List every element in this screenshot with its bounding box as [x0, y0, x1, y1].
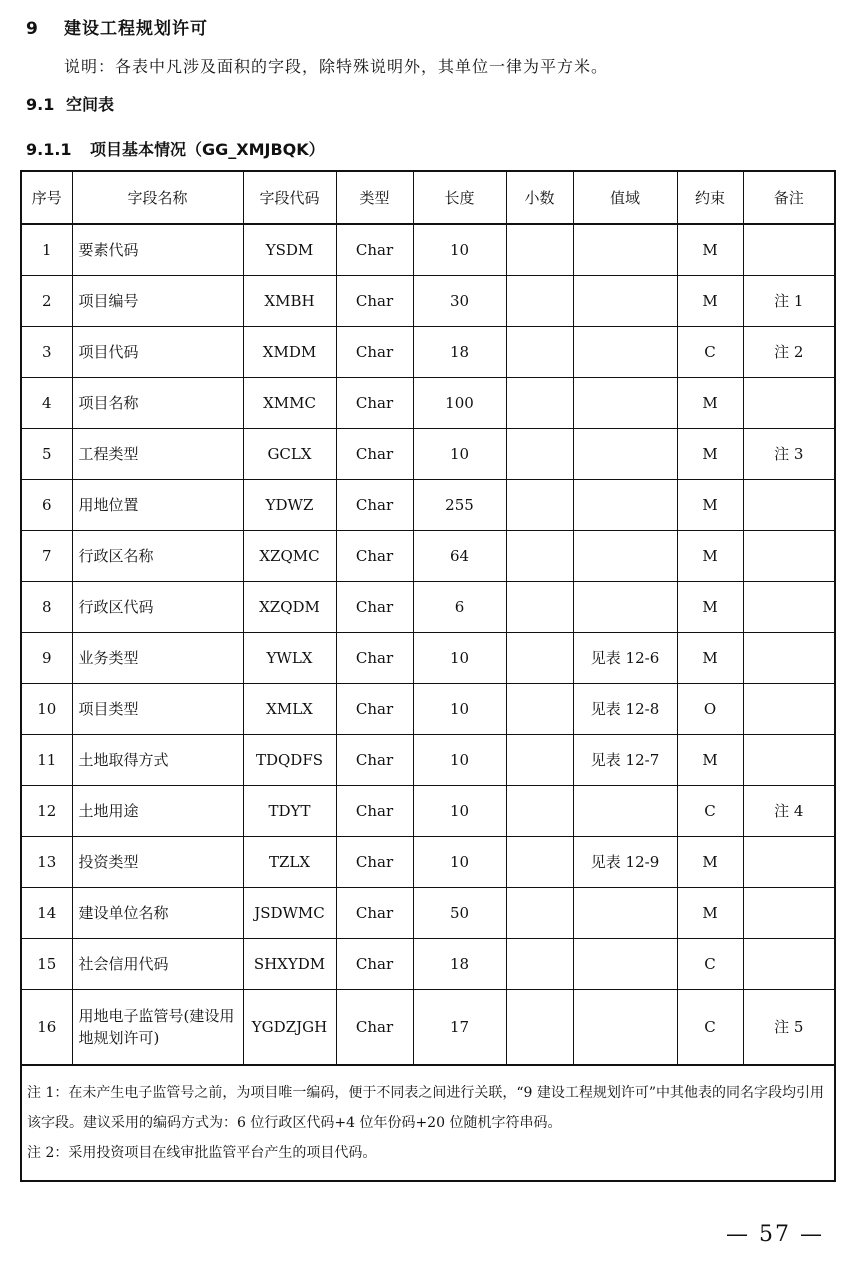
field-name-cell: 项目代码 [72, 327, 243, 378]
type-cell: Char [336, 633, 413, 684]
subsubsection-title: 项目基本情况（GG_XMJBQK） [90, 140, 325, 159]
section-number: 9 [26, 19, 39, 39]
remark-cell [743, 378, 835, 429]
type-cell: Char [336, 582, 413, 633]
field-code-cell: SHXYDM [243, 939, 336, 990]
table-row [21, 327, 835, 378]
value-domain-cell [573, 888, 677, 939]
table-header-row [21, 171, 835, 224]
value-domain-cell [573, 939, 677, 990]
header-cell: 序号 [21, 171, 72, 224]
constraint-cell: O [677, 684, 743, 735]
type-cell: Char [336, 224, 413, 276]
field-code-cell: XMBH [243, 276, 336, 327]
length-cell: 10 [413, 684, 506, 735]
remark-cell: 注 2 [743, 327, 835, 378]
constraint-cell: M [677, 429, 743, 480]
table-note: 注 2：采用投资项目在线审批监管平台产生的项目代码。 [27, 1145, 377, 1161]
decimal-cell [506, 327, 573, 378]
remark-cell: 注 4 [743, 786, 835, 837]
table-row [21, 224, 835, 276]
subsection-heading [26, 92, 114, 115]
length-cell: 17 [413, 990, 506, 1066]
constraint-cell: M [677, 837, 743, 888]
length-cell: 10 [413, 633, 506, 684]
table-row [21, 939, 835, 990]
value-domain-cell [573, 327, 677, 378]
row-index-cell: 10 [21, 684, 72, 735]
field-code-cell: YGDZJGH [243, 990, 336, 1066]
field-name-cell: 土地取得方式 [72, 735, 243, 786]
length-cell: 6 [413, 582, 506, 633]
table-row [21, 837, 835, 888]
length-cell: 10 [413, 735, 506, 786]
length-cell: 18 [413, 327, 506, 378]
table-row [21, 378, 835, 429]
field-name-cell: 项目名称 [72, 378, 243, 429]
value-domain-cell [573, 378, 677, 429]
constraint-cell: M [677, 276, 743, 327]
type-cell: Char [336, 837, 413, 888]
header-cell: 值域 [573, 171, 677, 224]
row-index-cell: 14 [21, 888, 72, 939]
row-index-cell: 16 [21, 990, 72, 1066]
header-cell: 约束 [677, 171, 743, 224]
decimal-cell [506, 888, 573, 939]
page-number: — 57 — [726, 1222, 824, 1247]
field-code-cell: XMMC [243, 378, 336, 429]
constraint-cell: M [677, 224, 743, 276]
constraint-cell: C [677, 990, 743, 1066]
decimal-cell [506, 276, 573, 327]
remark-cell [743, 582, 835, 633]
length-cell: 18 [413, 939, 506, 990]
constraint-cell: M [677, 480, 743, 531]
decimal-cell [506, 735, 573, 786]
header-cell: 字段代码 [243, 171, 336, 224]
type-cell: Char [336, 684, 413, 735]
subsection-number: 9.1 [26, 95, 55, 114]
type-cell: Char [336, 276, 413, 327]
table-row [21, 684, 835, 735]
remark-cell [743, 939, 835, 990]
field-spec-table [20, 170, 836, 1182]
table-row [21, 786, 835, 837]
field-name-cell: 投资类型 [72, 837, 243, 888]
field-code-cell: JSDWMC [243, 888, 336, 939]
decimal-cell [506, 939, 573, 990]
value-domain-cell: 见表 12-8 [573, 684, 677, 735]
length-cell: 100 [413, 378, 506, 429]
row-index-cell: 12 [21, 786, 72, 837]
field-name-cell: 工程类型 [72, 429, 243, 480]
row-index-cell: 9 [21, 633, 72, 684]
type-cell: Char [336, 939, 413, 990]
field-code-cell: TDQDFS [243, 735, 336, 786]
constraint-cell: C [677, 786, 743, 837]
intro-note: 说明：各表中凡涉及面积的字段，除特殊说明外，其单位一律为平方米。 [64, 57, 609, 76]
field-name-cell: 建设单位名称 [72, 888, 243, 939]
decimal-cell [506, 378, 573, 429]
row-index-cell: 5 [21, 429, 72, 480]
decimal-cell [506, 582, 573, 633]
remark-cell [743, 224, 835, 276]
row-index-cell: 6 [21, 480, 72, 531]
table-row [21, 429, 835, 480]
row-index-cell: 3 [21, 327, 72, 378]
field-code-cell: YSDM [243, 224, 336, 276]
row-index-cell: 7 [21, 531, 72, 582]
length-cell: 10 [413, 837, 506, 888]
length-cell: 50 [413, 888, 506, 939]
field-code-cell: TZLX [243, 837, 336, 888]
table-row [21, 480, 835, 531]
field-name-cell: 行政区名称 [72, 531, 243, 582]
type-cell: Char [336, 735, 413, 786]
value-domain-cell [573, 582, 677, 633]
header-cell: 备注 [743, 171, 835, 224]
constraint-cell: M [677, 531, 743, 582]
row-index-cell: 4 [21, 378, 72, 429]
decimal-cell [506, 684, 573, 735]
value-domain-cell [573, 224, 677, 276]
remark-cell: 注 1 [743, 276, 835, 327]
header-cell: 字段名称 [72, 171, 243, 224]
section-heading [26, 14, 208, 39]
remark-cell [743, 480, 835, 531]
constraint-cell: C [677, 939, 743, 990]
value-domain-cell: 见表 12-6 [573, 633, 677, 684]
constraint-cell: M [677, 888, 743, 939]
field-name-cell: 要素代码 [72, 224, 243, 276]
table-note: 注 1：在未产生电子监管号之前，为项目唯一编码，便于不同表之间进行关联，“9 建设工程规划许可”中其他表的同名字段均引用该字段。建议采用的编码方式为：6 位行政区代码+4 位年份码+20 位随机字符串码。 [27, 1085, 825, 1131]
constraint-cell: M [677, 582, 743, 633]
remark-cell [743, 888, 835, 939]
row-index-cell: 15 [21, 939, 72, 990]
table-row [21, 531, 835, 582]
subsubsection-heading [26, 137, 325, 160]
type-cell: Char [336, 378, 413, 429]
field-name-cell: 用地电子监管号(建设用地规划许可) [72, 990, 243, 1066]
decimal-cell [506, 633, 573, 684]
decimal-cell [506, 990, 573, 1066]
value-domain-cell: 见表 12-9 [573, 837, 677, 888]
length-cell: 64 [413, 531, 506, 582]
table-row [21, 633, 835, 684]
notes-row [21, 1065, 835, 1181]
remark-cell [743, 735, 835, 786]
value-domain-cell [573, 786, 677, 837]
field-code-cell: XMDM [243, 327, 336, 378]
value-domain-cell: 见表 12-7 [573, 735, 677, 786]
length-cell: 30 [413, 276, 506, 327]
field-code-cell: GCLX [243, 429, 336, 480]
value-domain-cell [573, 276, 677, 327]
field-name-cell: 项目类型 [72, 684, 243, 735]
table-row [21, 735, 835, 786]
value-domain-cell [573, 531, 677, 582]
header-cell: 类型 [336, 171, 413, 224]
field-code-cell: TDYT [243, 786, 336, 837]
decimal-cell [506, 531, 573, 582]
decimal-cell [506, 786, 573, 837]
field-code-cell: XMLX [243, 684, 336, 735]
value-domain-cell [573, 429, 677, 480]
table-row [21, 990, 835, 1066]
constraint-cell: C [677, 327, 743, 378]
type-cell: Char [336, 786, 413, 837]
field-code-cell: XZQDM [243, 582, 336, 633]
field-name-cell: 土地用途 [72, 786, 243, 837]
decimal-cell [506, 480, 573, 531]
value-domain-cell [573, 480, 677, 531]
field-code-cell: YDWZ [243, 480, 336, 531]
length-cell: 10 [413, 786, 506, 837]
section-title: 建设工程规划许可 [64, 19, 208, 39]
field-code-cell: XZQMC [243, 531, 336, 582]
constraint-cell: M [677, 378, 743, 429]
table-notes-cell [21, 1065, 835, 1181]
constraint-cell: M [677, 633, 743, 684]
field-name-cell: 业务类型 [72, 633, 243, 684]
length-cell: 10 [413, 429, 506, 480]
decimal-cell [506, 837, 573, 888]
table-row [21, 582, 835, 633]
decimal-cell [506, 224, 573, 276]
length-cell: 255 [413, 480, 506, 531]
field-name-cell: 项目编号 [72, 276, 243, 327]
length-cell: 10 [413, 224, 506, 276]
remark-cell [743, 633, 835, 684]
type-cell: Char [336, 888, 413, 939]
field-name-cell: 社会信用代码 [72, 939, 243, 990]
subsection-title: 空间表 [66, 95, 115, 114]
remark-cell [743, 837, 835, 888]
type-cell: Char [336, 531, 413, 582]
row-index-cell: 11 [21, 735, 72, 786]
type-cell: Char [336, 480, 413, 531]
subsubsection-number: 9.1.1 [26, 140, 72, 159]
type-cell: Char [336, 327, 413, 378]
type-cell: Char [336, 429, 413, 480]
remark-cell [743, 531, 835, 582]
field-name-cell: 用地位置 [72, 480, 243, 531]
remark-cell: 注 3 [743, 429, 835, 480]
type-cell: Char [336, 990, 413, 1066]
table-row [21, 888, 835, 939]
decimal-cell [506, 429, 573, 480]
field-code-cell: YWLX [243, 633, 336, 684]
row-index-cell: 2 [21, 276, 72, 327]
header-cell: 小数 [506, 171, 573, 224]
row-index-cell: 13 [21, 837, 72, 888]
row-index-cell: 1 [21, 224, 72, 276]
table-row [21, 276, 835, 327]
row-index-cell: 8 [21, 582, 72, 633]
value-domain-cell [573, 990, 677, 1066]
header-cell: 长度 [413, 171, 506, 224]
remark-cell: 注 5 [743, 990, 835, 1066]
constraint-cell: M [677, 735, 743, 786]
remark-cell [743, 684, 835, 735]
field-name-cell: 行政区代码 [72, 582, 243, 633]
